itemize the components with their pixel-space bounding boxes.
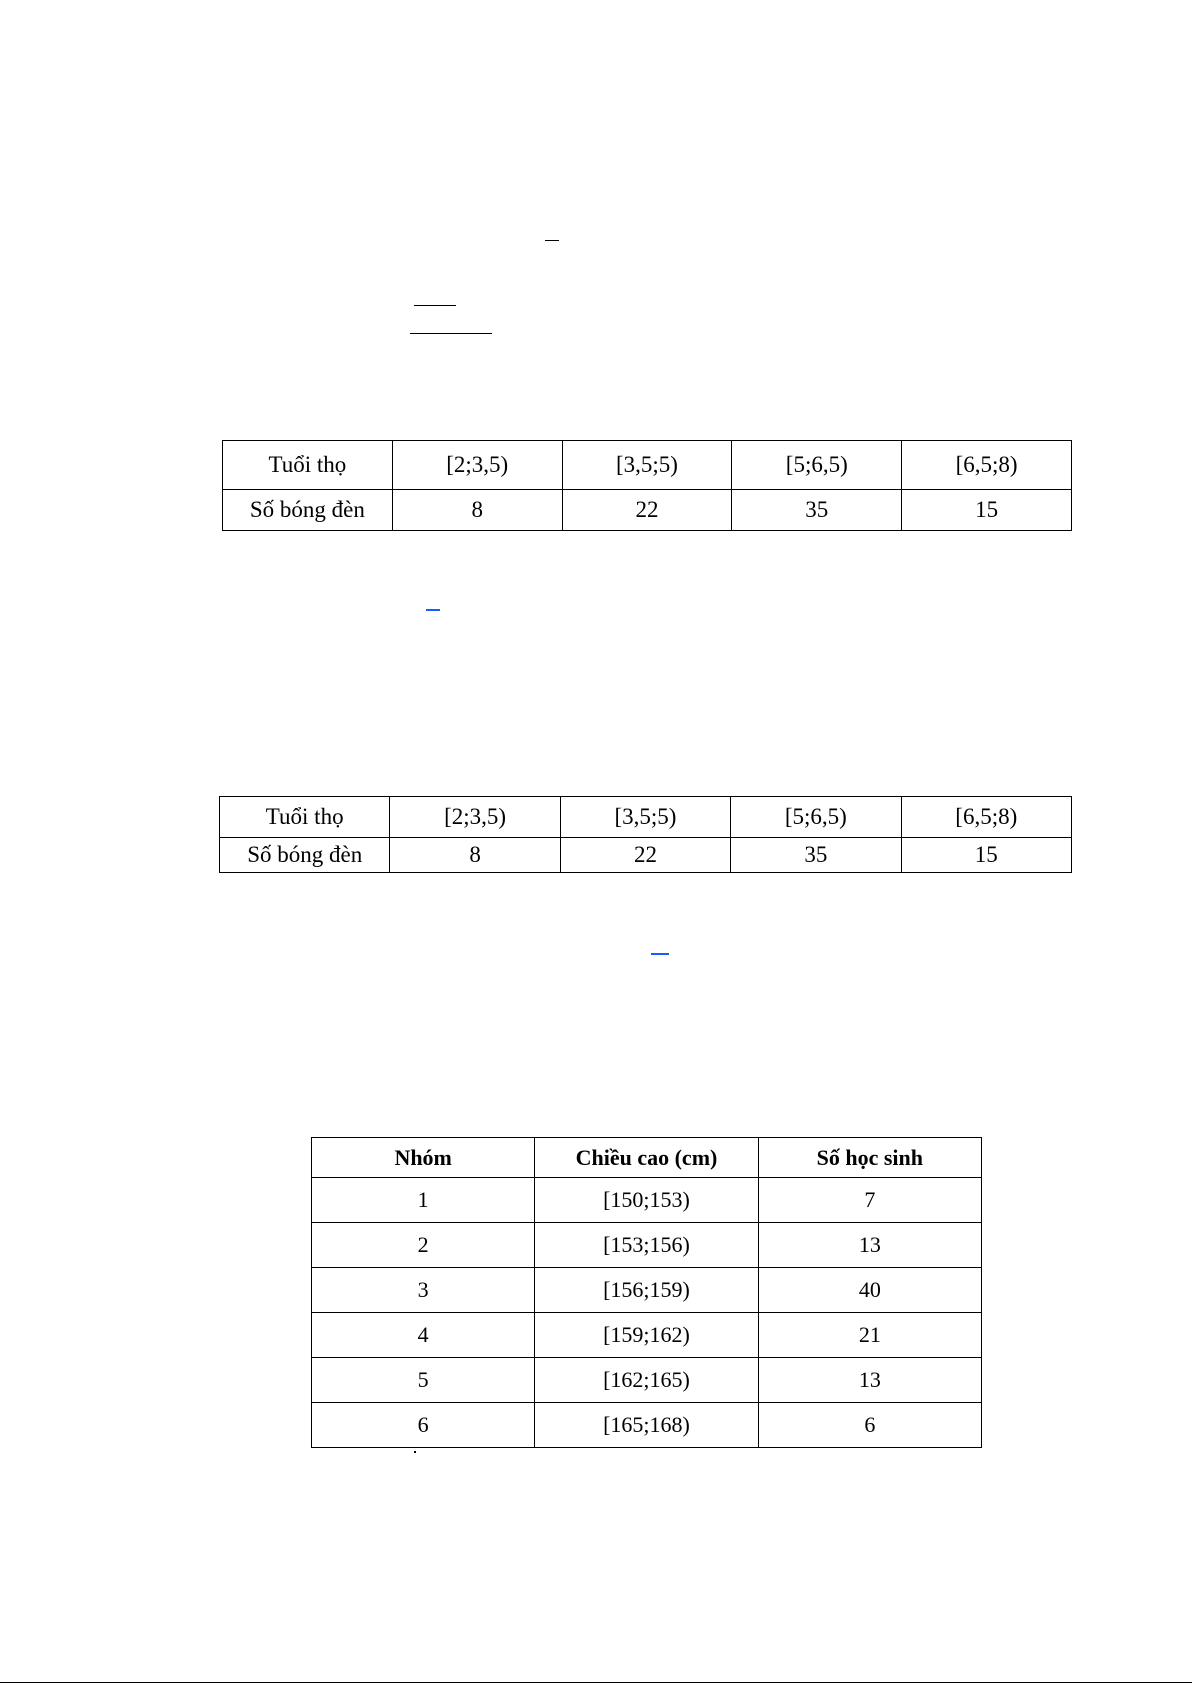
header-group: Nhóm xyxy=(312,1138,535,1178)
header-height: Chiều cao (cm) xyxy=(535,1138,758,1178)
group-cell: 2 xyxy=(312,1223,535,1268)
interval-cell: [6,5;8) xyxy=(902,441,1072,490)
row-header-bulb-count: Số bóng đèn xyxy=(220,838,390,873)
student-count-cell: 6 xyxy=(758,1403,981,1448)
table-row xyxy=(312,1358,982,1403)
count-cell: 8 xyxy=(390,838,560,873)
group-cell: 5 xyxy=(312,1358,535,1403)
interval-cell: [2;3,5) xyxy=(390,797,560,838)
student-count-cell: 13 xyxy=(758,1223,981,1268)
group-cell: 1 xyxy=(312,1178,535,1223)
count-cell: 35 xyxy=(731,838,901,873)
lifespan-table-1 xyxy=(222,440,1072,531)
fraction-bar-short xyxy=(414,305,456,306)
count-cell: 8 xyxy=(392,490,562,531)
fraction-bar-long xyxy=(410,333,492,334)
page-bottom-rule xyxy=(0,1682,1192,1683)
overline-mark-blue-2 xyxy=(651,953,669,955)
row-header-bulb-count: Số bóng đèn xyxy=(223,490,393,531)
row-header-lifespan: Tuổi thọ xyxy=(220,797,390,838)
interval-cell: [5;6,5) xyxy=(731,797,901,838)
stray-dot xyxy=(414,1451,416,1453)
student-count-cell: 40 xyxy=(758,1268,981,1313)
student-count-cell: 13 xyxy=(758,1358,981,1403)
overline-mark-blue xyxy=(426,609,440,611)
count-cell: 35 xyxy=(732,490,902,531)
student-count-cell: 21 xyxy=(758,1313,981,1358)
height-interval-cell: [150;153) xyxy=(535,1178,758,1223)
count-cell: 15 xyxy=(901,838,1071,873)
interval-cell: [6,5;8) xyxy=(901,797,1071,838)
table-row xyxy=(312,1403,982,1448)
height-interval-cell: [159;162) xyxy=(535,1313,758,1358)
lifespan-table-2 xyxy=(219,796,1072,873)
height-interval-cell: [162;165) xyxy=(535,1358,758,1403)
group-cell: 6 xyxy=(312,1403,535,1448)
interval-cell: [5;6,5) xyxy=(732,441,902,490)
group-cell: 3 xyxy=(312,1268,535,1313)
header-student-count: Số học sinh xyxy=(758,1138,981,1178)
table-row xyxy=(312,1223,982,1268)
table-row xyxy=(312,1313,982,1358)
height-interval-cell: [165;168) xyxy=(535,1403,758,1448)
group-cell: 4 xyxy=(312,1313,535,1358)
height-interval-cell: [153;156) xyxy=(535,1223,758,1268)
table-row xyxy=(312,1178,982,1223)
student-count-cell: 7 xyxy=(758,1178,981,1223)
interval-cell: [2;3,5) xyxy=(392,441,562,490)
interval-cell: [3,5;5) xyxy=(560,797,730,838)
height-interval-cell: [156;159) xyxy=(535,1268,758,1313)
count-cell: 22 xyxy=(562,490,732,531)
count-cell: 22 xyxy=(560,838,730,873)
row-header-lifespan: Tuổi thọ xyxy=(223,441,393,490)
table-row xyxy=(312,1268,982,1313)
count-cell: 15 xyxy=(902,490,1072,531)
overline-mark xyxy=(545,240,559,241)
height-table xyxy=(311,1137,982,1448)
interval-cell: [3,5;5) xyxy=(562,441,732,490)
